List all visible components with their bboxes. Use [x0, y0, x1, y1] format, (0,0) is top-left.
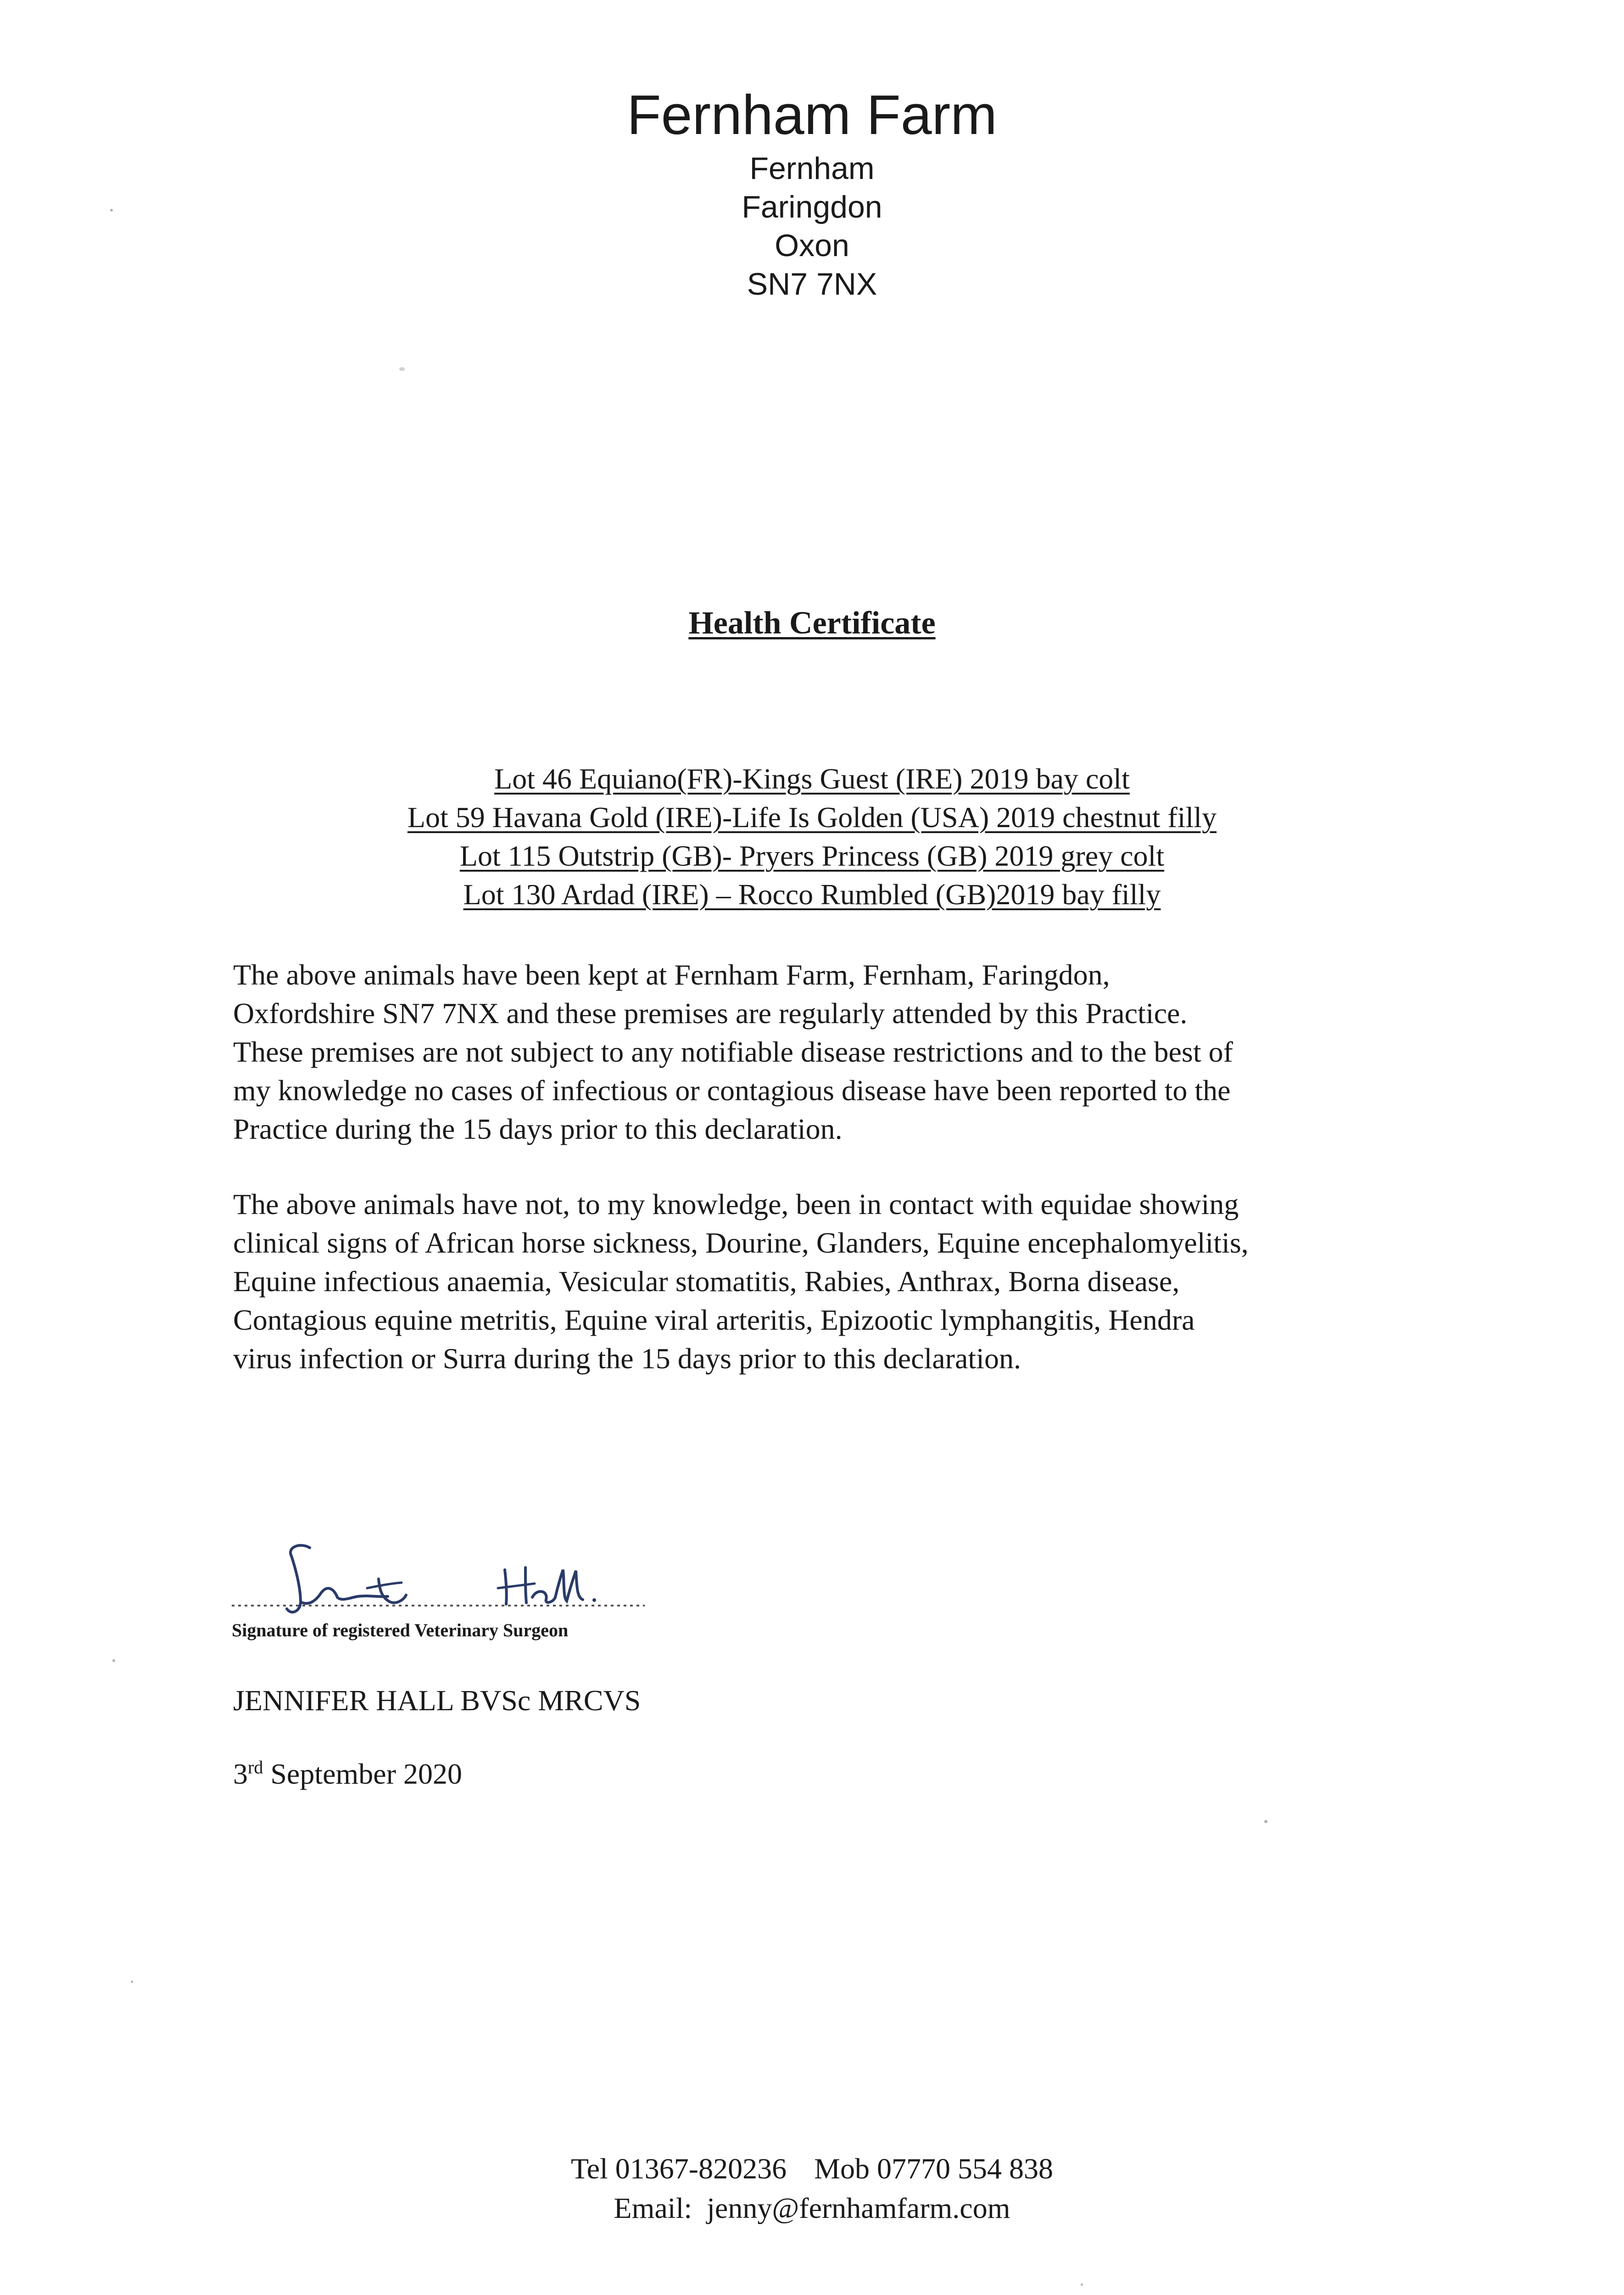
phone-row: [0, 2149, 1624, 2189]
premises-declaration: [233, 956, 1426, 1148]
contact-footer: [0, 2149, 1624, 2228]
address-line-4: SN7 7NX: [747, 267, 877, 302]
date-suffix: rd: [248, 1757, 263, 1778]
paragraph-line: Equine infectious anaemia, Vesicular stomatitis, Rabies, Anthrax, Borna disease,: [233, 1265, 1180, 1298]
paragraph-line: my knowledge no cases of infectious or contagious disease have been reported to the: [233, 1074, 1231, 1107]
lot-item: Lot 130 Ardad (IRE) – Rocco Rumbled (GB)2019 bay filly: [463, 878, 1161, 911]
mobile: Mob 07770 554 838: [814, 2152, 1054, 2185]
lot-item: Lot 59 Havana Gold (IRE)-Life Is Golden (USA) 2019 chestnut filly: [407, 801, 1217, 834]
paragraph-line: virus infection or Surra during the 15 days prior to this declaration.: [233, 1342, 1021, 1375]
signature-caption: Signature of registered Veterinary Surgeon: [232, 1620, 569, 1640]
signature: [232, 1515, 737, 1634]
paragraph-line: Practice during the 15 days prior to this declaration.: [233, 1113, 843, 1145]
telephone: Tel 01367-820236: [570, 2152, 787, 2185]
lot-item: Lot 46 Equiano(FR)-Kings Guest (IRE) 2019 bay colt: [494, 762, 1130, 795]
paragraph-line: These premises are not subject to any notifiable disease restrictions and to the best of: [233, 1036, 1233, 1068]
vet-name: JENNIFER HALL BVSc MRCVS: [233, 1684, 641, 1717]
email-label: Email:: [614, 2192, 692, 2224]
address-line-2: Faringdon: [742, 190, 882, 224]
farm-name: Fernham Farm: [627, 84, 997, 146]
date-rest: September 2020: [263, 1758, 463, 1790]
email-address: jenny@fernhamfarm.com: [707, 2192, 1010, 2224]
address-line-3: Oxon: [775, 228, 849, 263]
certificate-date: [233, 1757, 462, 1791]
email-row: [0, 2189, 1624, 2228]
paragraph-line: clinical signs of African horse sickness, Dourine, Glanders, Equine encephalomyelitis,: [233, 1226, 1249, 1259]
paragraph-line: The above animals have been kept at Fernham Farm, Fernham, Faringdon,: [233, 958, 1110, 991]
paragraph-line: Oxfordshire SN7 7NX and these premises are regularly attended by this Practice.: [233, 997, 1188, 1030]
date-day: 3: [233, 1758, 248, 1790]
handwritten-signature: [232, 1515, 737, 1634]
disease-contact-declaration: [233, 1185, 1426, 1378]
lot-item: Lot 115 Outstrip (GB)- Pryers Princess (GB) 2019 grey colt: [459, 840, 1165, 872]
lot-list: [0, 760, 1624, 914]
certificate-title: Health Certificate: [688, 605, 936, 641]
paragraph-line: The above animals have not, to my knowledge, been in contact with equidae showing: [233, 1188, 1239, 1220]
address-line-1: Fernham: [749, 151, 875, 186]
letterhead: [0, 80, 1624, 303]
paragraph-line: Contagious equine metritis, Equine viral arteritis, Epizootic lymphangitis, Hendra: [233, 1304, 1195, 1336]
